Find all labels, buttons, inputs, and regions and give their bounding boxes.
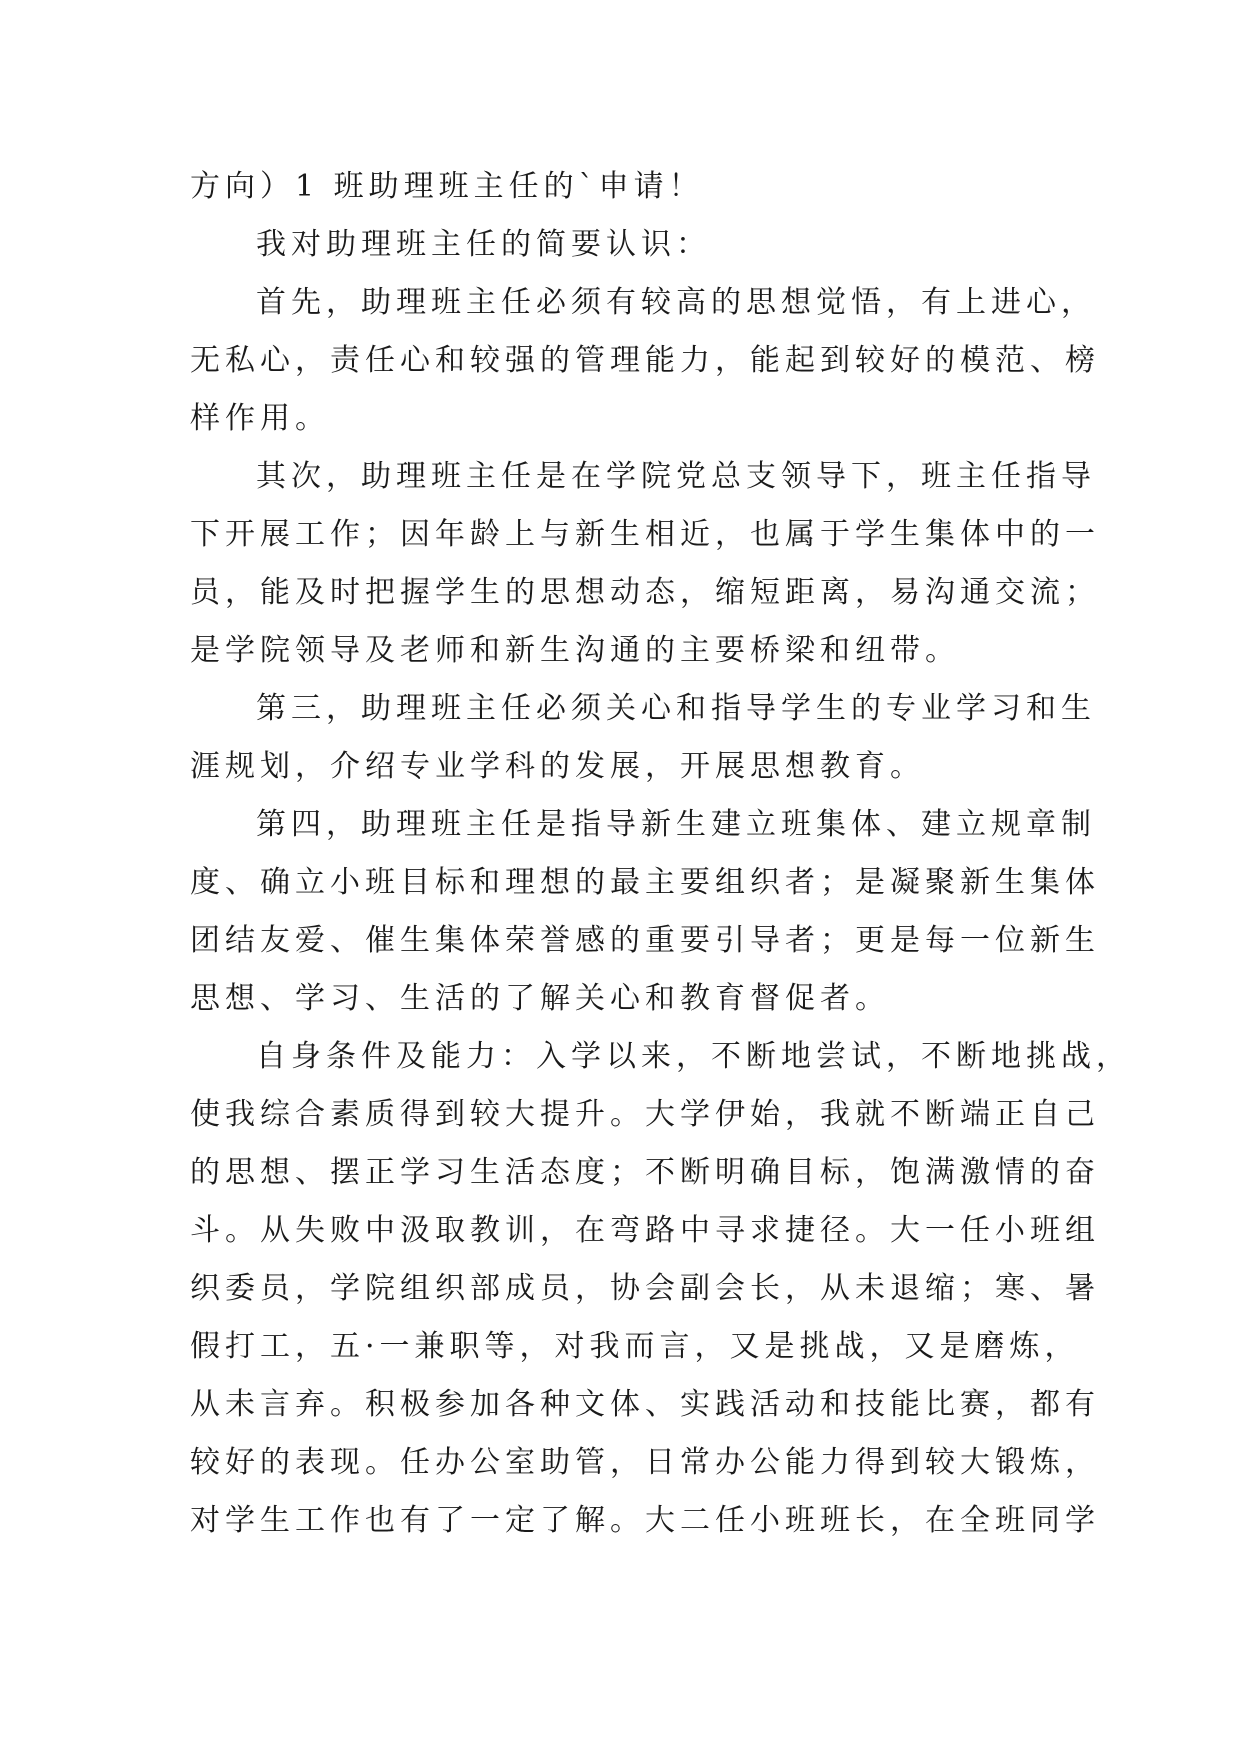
text-line: 从未言弃。积极参加各种文体、实践活动和技能比赛，都有 [190,1387,1100,1422]
text-line: 其次，助理班主任是在学院党总支领导下，班主任指导 [256,459,1096,494]
text-line: 自身条件及能力：入学以来，不断地尝试，不断地挑战， [256,1039,1131,1074]
text-line: 第三，助理班主任必须关心和指导学生的专业学习和生 [256,691,1096,726]
text-line: 使我综合素质得到较大提升。大学伊始，我就不断端正自己 [190,1097,1100,1132]
text-line: 方向）1 班助理班主任的`申请！ [190,169,704,204]
text-line: 假打工，五·一兼职等，对我而言，又是挑战，又是磨炼， [190,1329,1080,1364]
text-line: 团结友爱、催生集体荣誉感的重要引导者；更是每一位新生 [190,923,1100,958]
text-line: 斗。从失败中汲取教训，在弯路中寻求捷径。大一任小班组 [190,1213,1100,1248]
text-line: 样作用。 [190,401,330,436]
text-line: 首先，助理班主任必须有较高的思想觉悟，有上进心， [256,285,1096,320]
text-line: 较好的表现。任办公室助管，日常办公能力得到较大锻炼， [190,1445,1100,1480]
text-line: 无私心，责任心和较强的管理能力，能起到较好的模范、榜 [190,343,1100,378]
text-line: 度、确立小班目标和理想的最主要组织者；是凝聚新生集体 [190,865,1100,900]
document-page [190,158,1131,1550]
text-line: 的思想、摆正学习生活态度；不断明确目标，饱满激情的奋 [190,1155,1100,1190]
text-line: 思想、学习、生活的了解关心和教育督促者。 [190,981,890,1016]
text-line: 涯规划，介绍专业学科的发展，开展思想教育。 [190,749,925,784]
text-line: 员，能及时把握学生的思想动态，缩短距离，易沟通交流； [190,575,1100,610]
text-line: 是学院领导及老师和新生沟通的主要桥梁和纽带。 [190,633,960,668]
text-line: 我对助理班主任的简要认识： [256,227,711,262]
text-line: 织委员，学院组织部成员，协会副会长，从未退缩；寒、暑 [190,1271,1100,1306]
text-line: 下开展工作；因年龄上与新生相近，也属于学生集体中的一 [190,517,1100,552]
text-line: 对学生工作也有了一定了解。大二任小班班长，在全班同学 [190,1503,1100,1538]
text-line: 第四，助理班主任是指导新生建立班集体、建立规章制 [256,807,1096,842]
